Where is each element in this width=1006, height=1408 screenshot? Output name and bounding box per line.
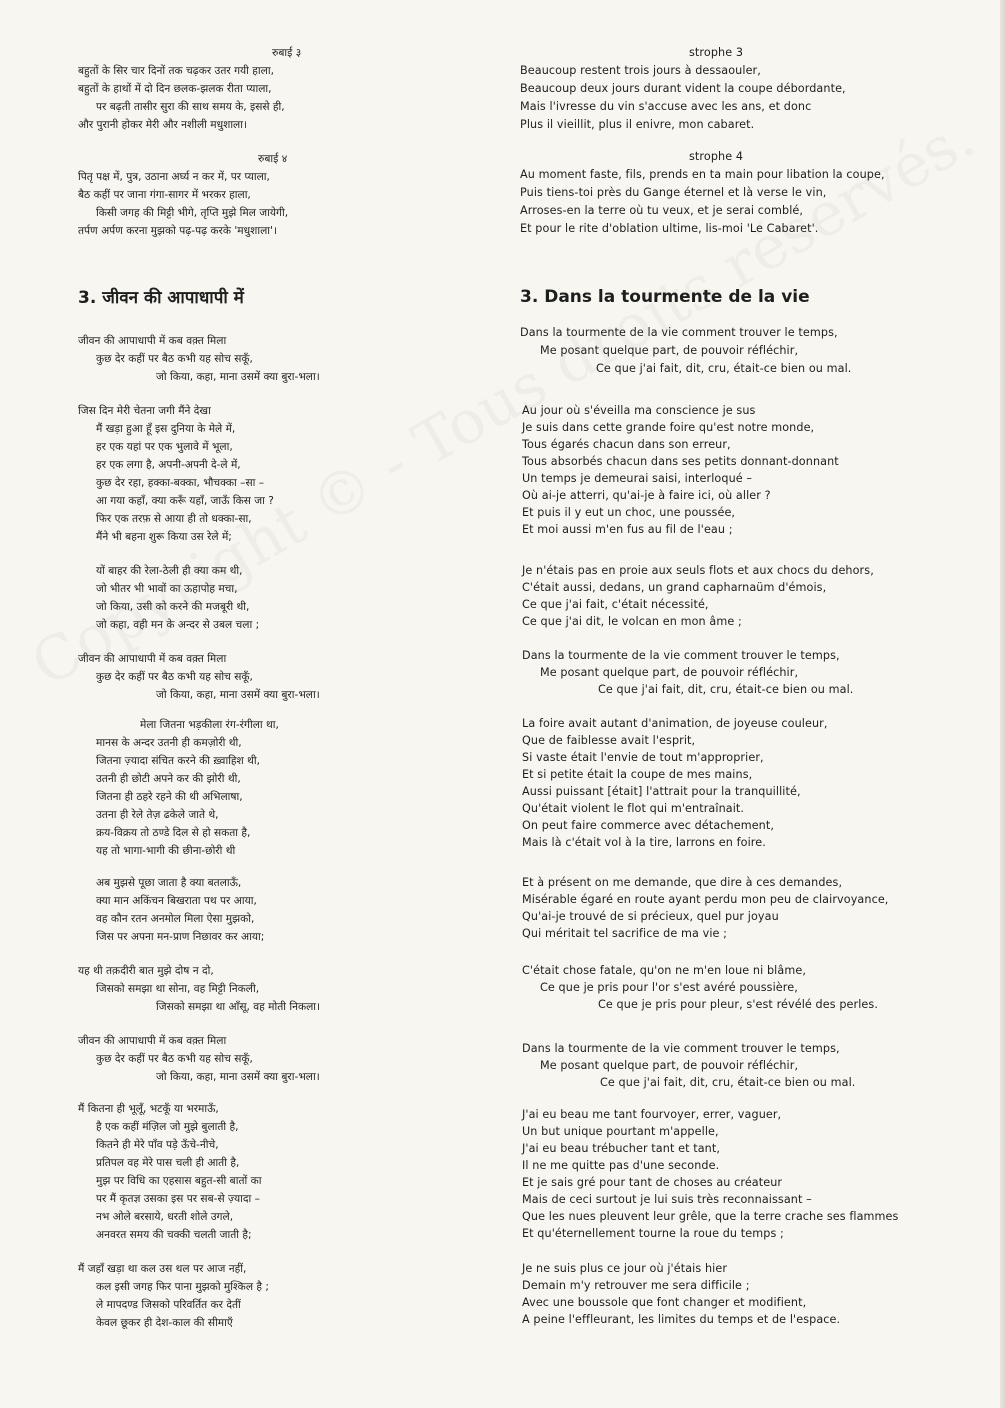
hindi-poem-line: मैं कितना ही भूलूँ, भटकूँ या भरमाऊँ,	[78, 1103, 219, 1115]
hindi-section-heading: 3. जीवन की आपाधापी में	[78, 288, 244, 308]
hindi-poem-line: जितना ज़्यादा संचित करने की ख़्वाहिश थी,	[96, 755, 261, 767]
hindi-poem-line: ले मापदण्ड जिसको परिवर्तित कर देतीं	[96, 1299, 241, 1311]
hindi-poem-line: बहुतों के हाथों में दो दिन छलक-झलक रीता प्याला,	[78, 83, 272, 95]
french-poem-line: Me posant quelque part, de pouvoir réfléchir,	[540, 1059, 799, 1072]
french-poem-line: J'ai eu beau trébucher tant et tant,	[522, 1142, 720, 1155]
hindi-poem-line: मैं खड़ा हुआ हूँ इस दुनिया के मेले में,	[96, 423, 236, 435]
hindi-poem-line: अनवरत समय की चक्की चलती जाती है;	[96, 1229, 252, 1241]
french-section-heading: 3. Dans la tourmente de la vie	[520, 287, 810, 307]
french-poem-line: J'ai eu beau me tant fourvoyer, errer, vaguer,	[522, 1108, 782, 1121]
french-poem-line: Tous égarés chacun dans son erreur,	[522, 438, 731, 451]
french-poem-line: Un but unique pourtant m'appelle,	[522, 1125, 719, 1138]
scan-edge	[1000, 0, 1006, 1408]
french-poem-line: Que les nues pleuvent leur grêle, que la terre crache ses flammes	[522, 1210, 899, 1223]
french-poem-line: Ce que j'ai dit, le volcan en mon âme ;	[522, 615, 742, 628]
french-poem-line: Que de faiblesse avait l'esprit,	[522, 734, 696, 747]
french-poem-line: Plus il vieillit, plus il enivre, mon cabaret.	[520, 118, 755, 131]
french-poem-line: Mais l'ivresse du vin s'accuse avec les ans, et donc	[520, 100, 812, 113]
french-poem-line: Beaucoup deux jours durant vident la coupe débordante,	[520, 82, 846, 95]
hindi-poem-line: वह कौन रतन अनमोल मिला ऐसा मुझको,	[96, 913, 255, 925]
french-poem-line: Mais là c'était vol à la tire, larrons en foire.	[522, 836, 766, 849]
hindi-poem-line: उतना ही रेले तेज़ ढकेले जाते थे,	[96, 809, 219, 821]
french-poem-line: Et puis il y eut un choc, une poussée,	[522, 506, 736, 519]
french-poem-line: Qu'ai-je trouvé de si précieux, quel pur joyau	[522, 910, 779, 923]
hindi-poem-line: पर मैं कृतज्ञ उसका इस पर सब-से ज़्यादा –	[96, 1193, 260, 1205]
french-poem-line: Beaucoup restent trois jours à dessaouler,	[520, 64, 761, 77]
hindi-poem-line: हर एक लगा है, अपनी-अपनी दे-ले में,	[96, 459, 241, 471]
hindi-poem-line: आ गया कहाँ, क्या करूँ यहाँ, जाऊँ किस जा ?	[96, 495, 274, 507]
hindi-poem-line: प्रतिपल वह मेरे पास चली ही आती है,	[96, 1157, 240, 1169]
french-poem-line: Et pour le rite d'oblation ultime, lis-moi 'Le Cabaret'.	[520, 222, 819, 235]
hindi-poem-line: जो किया, कहा, माना उसमें क्या बुरा-भला।	[156, 1071, 320, 1083]
hindi-poem-line: बहुतों के सिर चार दिनों तक चढ़कर उतर गयी हाला,	[78, 65, 274, 77]
french-poem-line: Me posant quelque part, de pouvoir réfléchir,	[540, 666, 799, 679]
french-poem-line: Je ne suis plus ce jour où j'étais hier	[522, 1262, 728, 1275]
hindi-poem-line: जो किया, कहा, माना उसमें क्या बुरा-भला।	[156, 371, 320, 383]
french-poem-line: Et à présent on me demande, que dire à ces demandes,	[522, 876, 843, 889]
french-poem-line: Dans la tourmente de la vie comment trouver le temps,	[522, 649, 840, 662]
french-poem-line: Ce que j'ai fait, c'était nécessité,	[522, 598, 709, 611]
french-poem-line: Au jour où s'éveilla ma conscience je sus	[522, 404, 756, 417]
french-poem-line: On peut faire commerce avec détachement,	[522, 819, 775, 832]
french-poem-line: Me posant quelque part, de pouvoir réfléchir,	[540, 344, 799, 357]
french-stanza-caption: strophe 3	[689, 46, 744, 59]
hindi-poem-line: जो भीतर भी भावों का ऊहापोह मचा,	[96, 583, 238, 595]
french-poem-line: Demain m'y retrouver me sera difficile ;	[522, 1279, 750, 1292]
french-poem-line: Et moi aussi m'en fus au fil de l'eau ;	[522, 523, 733, 536]
hindi-poem-line: कुछ देर कहीं पर बैठ कभी यह सोच सकूँ,	[96, 353, 253, 365]
french-poem-line: Dans la tourmente de la vie comment trouver le temps,	[520, 326, 838, 339]
hindi-poem-line: अब मुझसे पूछा जाता है क्या बतलाऊँ,	[96, 877, 242, 889]
hindi-poem-line: जीवन की आपाधापी में कब वक़्त मिला	[78, 653, 227, 665]
hindi-poem-line: क्रय-विक्रय तो ठण्डे दिल से हो सकता है,	[96, 827, 251, 839]
hindi-poem-line: पितृ पक्ष में, पुत्र, उठाना अर्घ्य न कर में, पर प्याला,	[78, 171, 270, 183]
french-poem-line: Et si petite était la coupe de mes mains,	[522, 768, 753, 781]
hindi-poem-line: क्या मान अकिंचन बिखराता पथ पर आया,	[96, 895, 257, 907]
hindi-poem-line: जो किया, उसी को करने की मजबूरी थी,	[96, 601, 250, 613]
french-poem-line: Un temps je demeurai saisi, interloqué –	[522, 472, 753, 485]
hindi-poem-line: कुछ देर कहीं पर बैठ कभी यह सोच सकूँ,	[96, 1053, 253, 1065]
hindi-poem-line: मैंने भी बहना शुरू किया उस रेले में;	[96, 531, 232, 543]
french-poem-line: C'était aussi, dedans, un grand capharnaüm d'émois,	[522, 581, 827, 594]
hindi-poem-line: कितने ही मेरे पाँव पड़े ऊँचे-नीचे,	[96, 1139, 219, 1151]
hindi-poem-line: जो कहा, वही मन के अन्दर से उबल चला ;	[96, 619, 260, 631]
french-poem-line: Tous absorbés chacun dans ses petits donnant-donnant	[522, 455, 839, 468]
french-poem-line: La foire avait autant d'animation, de joyeuse couleur,	[522, 717, 828, 730]
hindi-poem-line: मेला जितना भड़कीला रंग-रंगीला था,	[140, 719, 279, 731]
hindi-poem-line: जिसको समझा था सोना, वह मिट्टी निकली,	[96, 983, 260, 995]
french-poem-line: Ce que je pris pour l'or s'est avéré poussière,	[540, 981, 798, 994]
french-poem-line: Je n'étais pas en proie aux seuls flots et aux chocs du dehors,	[522, 564, 874, 577]
french-poem-line: Et je sais gré pour tant de choses au créateur	[522, 1176, 783, 1189]
french-poem-line: Au moment faste, fils, prends en ta main pour libation la coupe,	[520, 168, 885, 181]
french-poem-line: Où ai-je atterri, qu'ai-je à faire ici, où aller ?	[522, 489, 771, 502]
french-poem-line: Je suis dans cette grande foire qu'est notre monde,	[522, 421, 815, 434]
french-poem-line: Aussi puissant [était] l'attrait pour la tranquillité,	[522, 785, 801, 798]
french-poem-line: Ce que j'ai fait, dit, cru, était-ce bien ou mal.	[600, 1076, 856, 1089]
french-poem-line: A peine l'effleurant, les limites du temps et de l'espace.	[522, 1313, 841, 1326]
hindi-poem-line: जिस पर अपना मन-प्राण निछावर कर आया;	[96, 931, 265, 943]
hindi-poem-line: केवल छूकर ही देश-काल की सीमाएँ	[96, 1317, 233, 1329]
french-poem-line: Dans la tourmente de la vie comment trouver le temps,	[522, 1042, 840, 1055]
french-poem-line: Si vaste était l'envie de tout m'approprier,	[522, 751, 764, 764]
hindi-poem-line: कुछ देर कहीं पर बैठ कभी यह सोच सकूँ,	[96, 671, 253, 683]
hindi-poem-line: जितना ही ठहरे रहने की थी अभिलाषा,	[96, 791, 243, 803]
hindi-stanza-caption: रुबाई ४	[258, 153, 288, 165]
french-poem-line: C'était chose fatale, qu'on ne m'en loue ni blâme,	[522, 964, 806, 977]
french-poem-line: Arroses-en la terre où tu veux, et je serai comblé,	[520, 204, 804, 217]
hindi-poem-line: जीवन की आपाधापी में कब वक़्त मिला	[78, 1035, 227, 1047]
hindi-poem-line: कल इसी जगह फिर पाना मुझको मुश्किल है ;	[96, 1281, 269, 1293]
french-poem-line: Et qu'éternellement tourne la roue du temps ;	[522, 1227, 784, 1240]
hindi-poem-line: मुझ पर विधि का एहसास बहुत-सी बातों का	[96, 1175, 262, 1187]
hindi-poem-line: फिर एक तरफ़ से आया ही तो धक्का-सा,	[96, 513, 252, 525]
hindi-poem-line: और पुरानी होकर मेरी और नशीली मधुशाला।	[78, 119, 248, 131]
french-stanza-caption: strophe 4	[689, 150, 744, 163]
french-poem-line: Ce que j'ai fait, dit, cru, était-ce bien ou mal.	[598, 683, 854, 696]
hindi-poem-line: हर एक यहां पर एक भुलावे में भूला,	[96, 441, 233, 453]
french-poem-line: Ce que j'ai fait, dit, cru, était-ce bien ou mal.	[596, 362, 852, 375]
hindi-stanza-caption: रुबाई ३	[272, 47, 302, 59]
hindi-poem-line: किसी जगह की मिट्टी भीगे, तृप्ति मुझे मिल जायेगी,	[96, 207, 289, 219]
hindi-poem-line: जिस दिन मेरी चेतना जगी मैंने देखा	[78, 405, 211, 417]
french-poem-line: Il ne me quitte pas d'une seconde.	[522, 1159, 720, 1172]
hindi-poem-line: है एक कहीं मंज़िल जो मुझे बुलाती है,	[96, 1121, 239, 1133]
hindi-poem-line: जिसको समझा था आँसू, वह मोती निकला।	[156, 1001, 321, 1013]
french-poem-line: Avec une boussole que font changer et modifient,	[522, 1296, 807, 1309]
french-poem-line: Puis tiens-toi près du Gange éternel et là verse le vin,	[520, 186, 827, 199]
french-poem-line: Ce que je pris pour pleur, s'est révélé des perles.	[598, 998, 878, 1011]
hindi-poem-line: उतनी ही छोटी अपने कर की झोरी थी,	[96, 773, 241, 785]
french-poem-line: Mais de ceci surtout je lui suis très reconnaissant –	[522, 1193, 812, 1206]
hindi-poem-line: मानस के अन्दर उतनी ही कमज़ोरी थी,	[96, 737, 242, 749]
hindi-poem-line: तर्पण अर्पण करना मुझको पढ़-पढ़ करके 'मधुशाला'।	[78, 225, 277, 237]
hindi-poem-line: नभ ओले बरसाये, धरती शोले उगले,	[96, 1211, 234, 1223]
hindi-poem-line: जो किया, कहा, माना उसमें क्या बुरा-भला।	[156, 689, 320, 701]
hindi-poem-line: जीवन की आपाधापी में कब वक़्त मिला	[78, 335, 227, 347]
hindi-poem-line: यों बाहर की रेला-ठेली ही क्या कम थी,	[96, 565, 243, 577]
hindi-poem-line: यह तो भागा-भागी की छीना-छोरी थी	[96, 845, 236, 857]
hindi-poem-line: पर बढ़ती तासीर सुरा की साथ समय के, इससे ही,	[96, 101, 285, 113]
hindi-poem-line: मैं जहाँ खड़ा था कल उस थल पर आज नहीं,	[78, 1263, 247, 1275]
hindi-poem-line: यह थी तक़दीरी बात मुझे दोष न दो,	[78, 965, 214, 977]
french-poem-line: Qui méritait tel sacrifice de ma vie ;	[522, 927, 728, 940]
hindi-poem-line: बैठ कहीं पर जाना गंगा-सागर में भरकर हाला,	[78, 189, 251, 201]
french-poem-line: Misérable égaré en route ayant perdu mon peu de clairvoyance,	[522, 893, 889, 906]
french-poem-line: Qu'était violent le flot qui m'entraînait.	[522, 802, 745, 815]
hindi-poem-line: कुछ देर रहा, हक्का-बक्का, भौचक्का –सा –	[96, 477, 265, 489]
